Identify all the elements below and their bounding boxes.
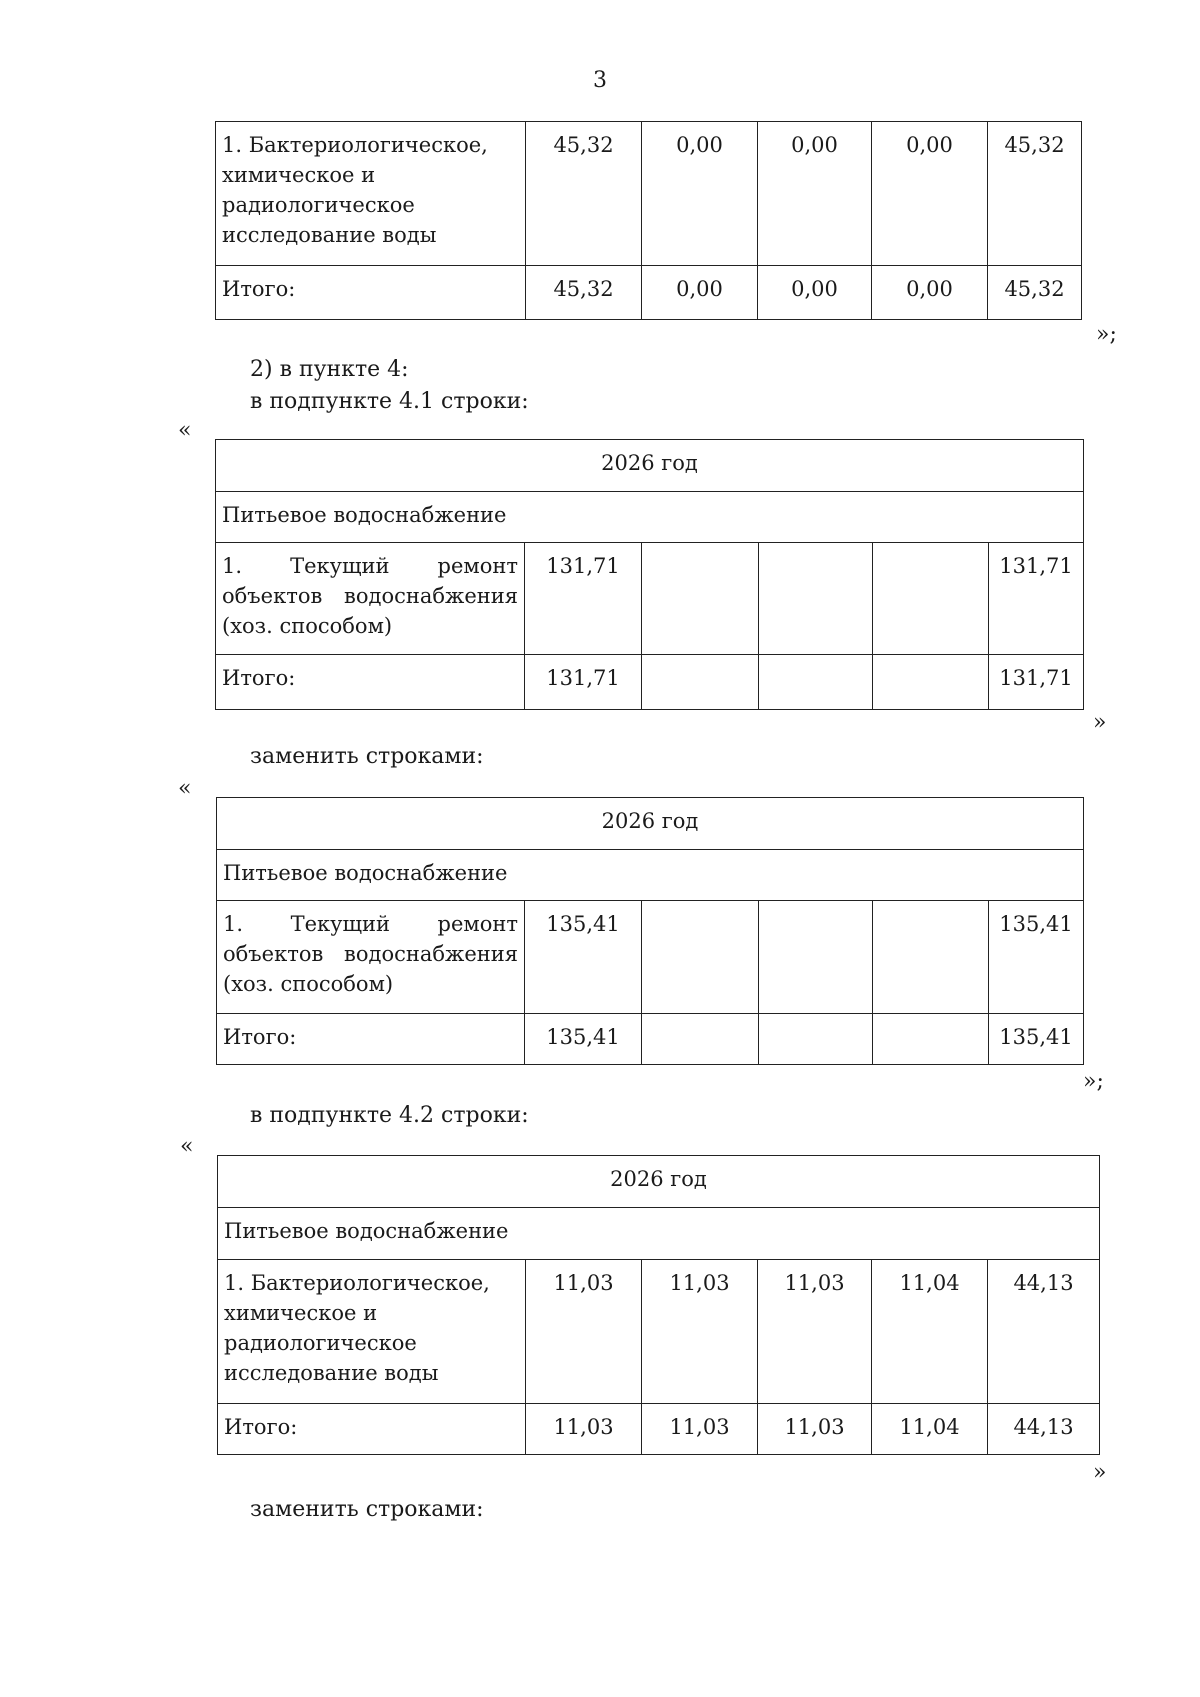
table-bacteriological-42 <box>217 1155 1100 1455</box>
value-cell <box>759 901 873 1014</box>
row-label-line: (хоз. способом) <box>223 972 394 996</box>
value-cell: 45,32 <box>526 122 642 266</box>
value-cell: 0,00 <box>758 122 872 266</box>
value-cell: 11,04 <box>872 1404 988 1455</box>
value-cell: 11,03 <box>758 1260 872 1404</box>
value-cell <box>873 901 989 1014</box>
value-cell: 135,41 <box>989 1014 1084 1065</box>
total-label: Итого: <box>216 655 525 710</box>
row-label-line: объектов водоснабжения <box>223 942 518 966</box>
value-cell: 44,13 <box>988 1260 1100 1404</box>
value-cell <box>642 655 759 710</box>
value-cell: 11,03 <box>526 1260 642 1404</box>
value-cell: 131,71 <box>989 655 1084 710</box>
value-cell: 11,03 <box>642 1404 758 1455</box>
value-cell: 131,71 <box>989 543 1084 655</box>
row-label: 1. Бактериологическое, химическое и радиологическое исследование воды <box>218 1260 526 1404</box>
row-label <box>217 901 525 1014</box>
year-header: 2026 год <box>218 1156 1100 1208</box>
close-quote: »; <box>1083 1069 1104 1094</box>
total-label: Итого: <box>216 266 526 320</box>
replace-instruction: заменить строками: <box>250 1497 484 1522</box>
open-quote: « <box>180 1134 194 1159</box>
section-row <box>216 492 1084 543</box>
section-row <box>218 1208 1100 1260</box>
year-header: 2026 год <box>217 798 1084 850</box>
value-cell <box>642 1014 759 1065</box>
value-cell <box>759 655 873 710</box>
value-cell: 44,13 <box>988 1404 1100 1455</box>
close-quote: »; <box>1096 322 1117 347</box>
page-number: 3 <box>593 68 607 93</box>
table-row <box>216 543 1084 655</box>
table-row-total <box>217 1014 1084 1065</box>
table-row-total <box>216 655 1084 710</box>
open-quote: « <box>178 418 192 443</box>
total-label: Итого: <box>217 1014 525 1065</box>
table-bacteriological-top <box>215 121 1082 320</box>
value-cell: 0,00 <box>872 266 988 320</box>
table-row <box>216 122 1082 266</box>
value-cell: 11,03 <box>526 1404 642 1455</box>
table-repair-new <box>216 797 1084 1065</box>
row-label: 1. Бактериологическое, химическое и радиологическое исследование воды <box>216 122 526 266</box>
total-label: Итого: <box>218 1404 526 1455</box>
table-repair-old <box>215 439 1084 710</box>
table-row-total <box>218 1404 1100 1455</box>
value-cell <box>873 543 989 655</box>
section-2-heading: 2) в пункте 4: <box>250 357 409 382</box>
value-cell: 0,00 <box>642 122 758 266</box>
value-cell: 11,03 <box>758 1404 872 1455</box>
value-cell: 45,32 <box>988 266 1082 320</box>
row-label-line: 1. Текущий ремонт <box>223 912 518 936</box>
close-quote: » <box>1093 710 1107 735</box>
section-header: Питьевое водоснабжение <box>217 850 1084 901</box>
row-label-line: 1. Текущий ремонт <box>222 554 518 578</box>
row-label <box>216 543 525 655</box>
section-header: Питьевое водоснабжение <box>218 1208 1100 1260</box>
value-cell: 135,41 <box>525 1014 642 1065</box>
year-header: 2026 год <box>216 440 1084 492</box>
value-cell: 135,41 <box>525 901 642 1014</box>
row-label-line: объектов водоснабжения <box>222 584 518 608</box>
value-cell <box>642 901 759 1014</box>
value-cell: 45,32 <box>526 266 642 320</box>
value-cell: 131,71 <box>525 543 642 655</box>
value-cell: 0,00 <box>758 266 872 320</box>
value-cell: 0,00 <box>642 266 758 320</box>
open-quote: « <box>178 776 192 801</box>
year-row <box>217 798 1084 850</box>
value-cell: 11,03 <box>642 1260 758 1404</box>
value-cell <box>642 543 759 655</box>
row-label-line: (хоз. способом) <box>222 614 393 638</box>
value-cell <box>759 543 873 655</box>
table-row <box>218 1260 1100 1404</box>
value-cell: 135,41 <box>989 901 1084 1014</box>
value-cell <box>873 1014 989 1065</box>
year-row <box>218 1156 1100 1208</box>
value-cell <box>873 655 989 710</box>
replace-instruction: заменить строками: <box>250 744 484 769</box>
table-row-total <box>216 266 1082 320</box>
value-cell: 0,00 <box>872 122 988 266</box>
subpoint-4-2: в подпункте 4.2 строки: <box>250 1103 529 1128</box>
close-quote: » <box>1093 1460 1107 1485</box>
table-row <box>217 901 1084 1014</box>
section-header: Питьевое водоснабжение <box>216 492 1084 543</box>
year-row <box>216 440 1084 492</box>
value-cell <box>759 1014 873 1065</box>
value-cell: 11,04 <box>872 1260 988 1404</box>
value-cell: 45,32 <box>988 122 1082 266</box>
subpoint-4-1: в подпункте 4.1 строки: <box>250 389 529 414</box>
section-row <box>217 850 1084 901</box>
value-cell: 131,71 <box>525 655 642 710</box>
